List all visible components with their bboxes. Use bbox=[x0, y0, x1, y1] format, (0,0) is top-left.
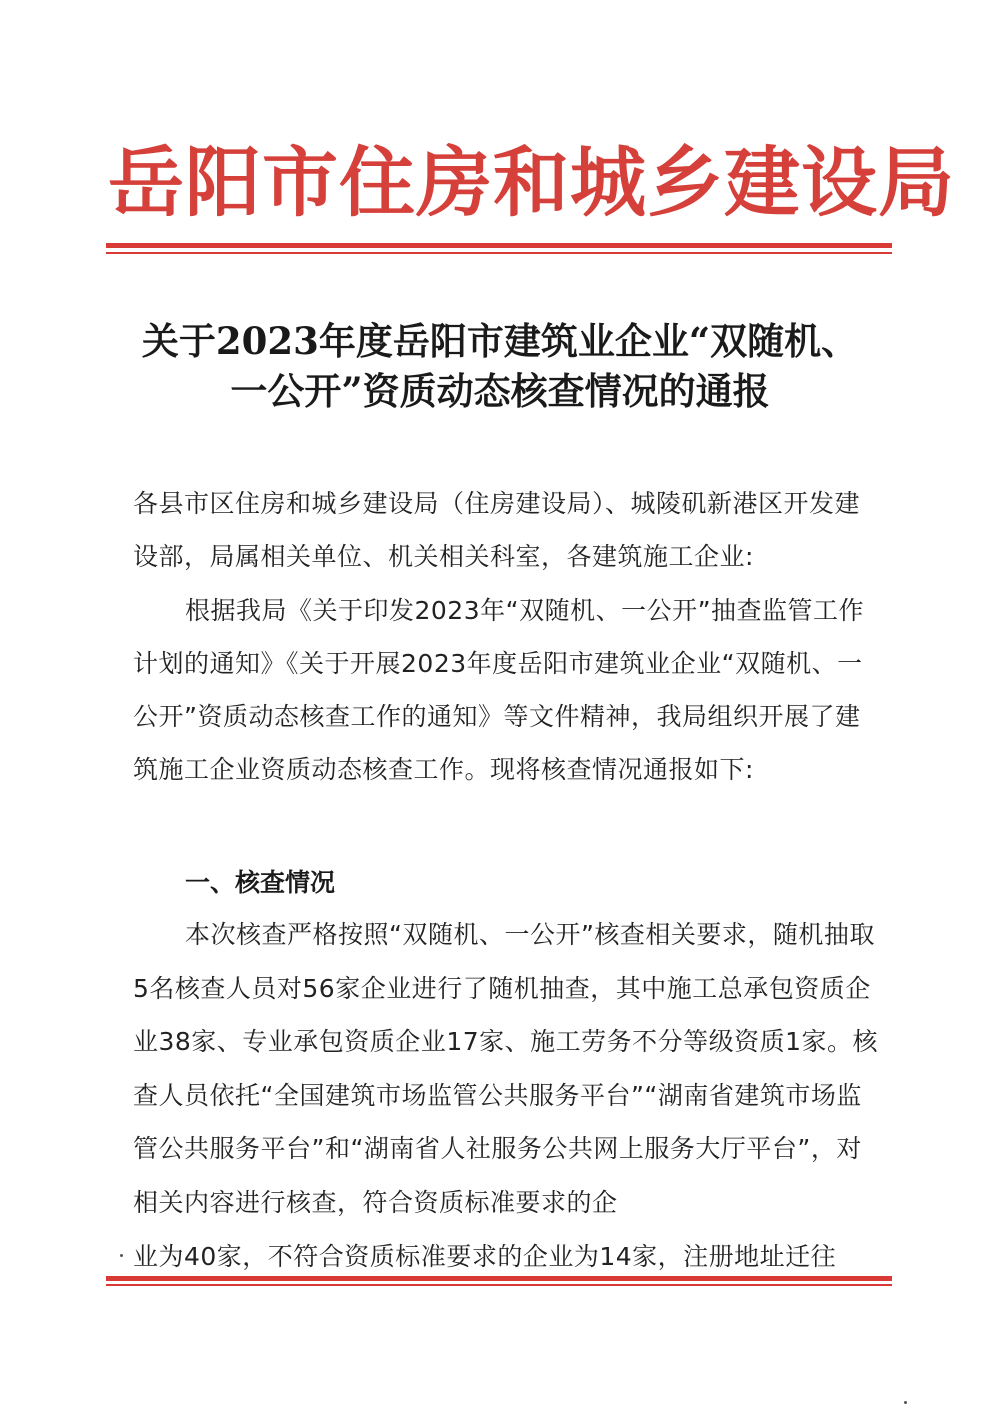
document-title-line-1: 关于2023年度岳阳市建筑业企业“双随机、 bbox=[141, 319, 859, 363]
letterhead-agency-name: 岳阳市住房和城乡建设局 bbox=[108, 138, 955, 227]
document-title-line-2: 一公开”资质动态核查情况的通报 bbox=[230, 369, 770, 413]
footer-red-rule-thick bbox=[106, 1276, 892, 1281]
body-paragraph-2-last-line: 业为40家，不符合资质标准要求的企业为14家，注册地址迁往 bbox=[133, 1242, 837, 1271]
scan-speck bbox=[904, 1401, 907, 1404]
scan-speck bbox=[120, 1254, 123, 1257]
addressee-paragraph: 各县市区住房和城乡建设局（住房建设局）、城陵矶新港区开发建设部，局属相关单位、机关相关科室，各建筑施工企业: bbox=[133, 489, 861, 571]
body-paragraph-2: 本次核查严格按照“双随机、一公开”核查相关要求，随机抽取5名核查人员对56家企业进行了随机抽查，其中施工总承包资质企业38家、专业承包资质企业17家、施工劳务不分等级资质1家。核查人员依托“全国建筑市场监管公共服务平台”“湖南省建筑市场监管公共服务平台”和“湖南省人社服务公共网上服务大厅平台”，对相关内容进行核查，符合资质标准要求的企 bbox=[133, 920, 879, 1217]
body-paragraph-1: 根据我局《关于印发2023年“双随机、一公开”抽查监管工作计划的通知》《关于开展2023年度岳阳市建筑业企业“双随机、一公开”资质动态核查工作的通知》等文件精神，我局组织开展了建筑施工企业资质动态核查工作。现将核查情况通报如下: bbox=[133, 596, 865, 784]
section-heading-inspection: 一、核查情况 bbox=[185, 868, 336, 897]
letterhead-red-rule-thin bbox=[106, 252, 892, 254]
footer-red-rule-thin bbox=[106, 1284, 892, 1286]
letterhead-red-rule-thick bbox=[106, 243, 892, 248]
